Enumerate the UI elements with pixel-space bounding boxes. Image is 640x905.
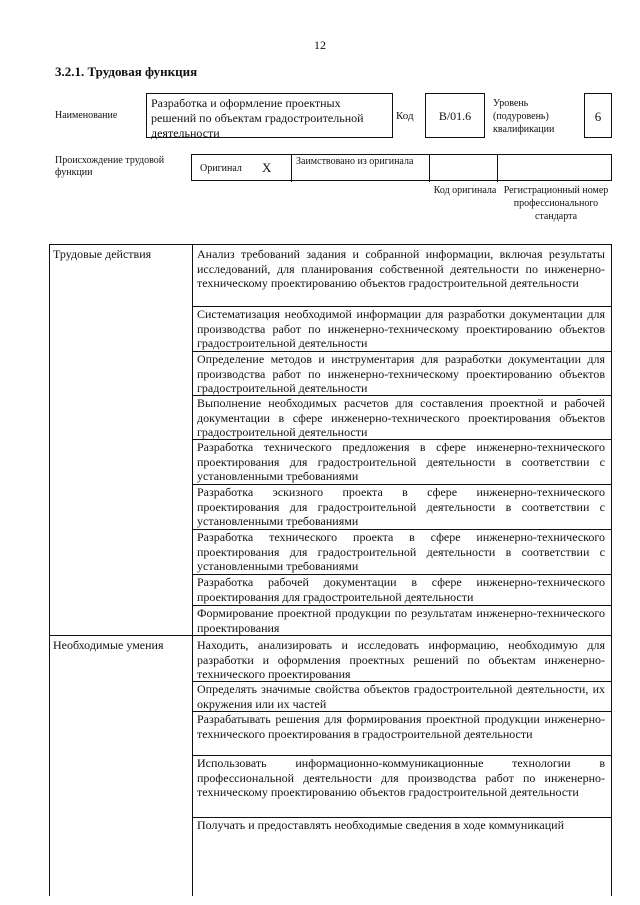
origin-reg-caption: Регистрационный номер профессионального стандарта — [503, 185, 609, 222]
skill-item: Использовать информационно-коммуникационные технологии в профессиональной деятельности для производства работ по инженерно-техническому проектированию объектов градостроительной деятельности — [197, 756, 605, 800]
origin-table — [191, 154, 612, 181]
labor-action-item: Формирование проектной продукции по результатам инженерно-технического проектирования — [197, 606, 605, 635]
labor-action-item: Определение методов и инструментария для разработки документации для производства работ по инженерно-техническому проектированию объектов градостроительной деятельности — [197, 352, 605, 396]
section-title: 3.2.1. Трудовая функция — [55, 64, 198, 79]
skill-item: Получать и предоставлять необходимые сведения в ходе коммуникаций — [197, 818, 565, 832]
origin-code-cell — [430, 155, 498, 182]
origin-reg-cell — [498, 155, 613, 182]
borrowed-label: Заимствовано из оригинала — [292, 155, 430, 182]
labor-action-item: Разработка эскизного проекта в сфере инженерно-технического проектирования для градостроительной деятельности в соответствии с установленными требованиями — [197, 485, 605, 529]
labor-actions-label: Трудовые действия — [53, 247, 152, 261]
function-code: В/01.6 — [425, 93, 485, 138]
origin-label: Происхождение трудовой функции — [55, 155, 165, 178]
skill-item: Разрабатывать решения для формирования проектной продукции инженерно-технического проектирования в градостроительной деятельности — [197, 712, 605, 741]
labor-action-item: Анализ требований задания и собранной информации, включая результаты исследований, для планирования собственной деятельности по инженерно-техническому проектированию объектов градостроительной деятельности — [197, 247, 605, 291]
main-table — [49, 244, 612, 896]
skill-item: Определять значимые свойства объектов градостроительной деятельности, их окружения или их частей — [197, 682, 605, 711]
origin-original-cell — [192, 155, 292, 182]
labor-action-item: Систематизация необходимой информации для разработки документации для производства работ по инженерно-техническому проектированию объектов градостроительной деятельности — [197, 307, 605, 351]
page-number: 12 — [314, 38, 326, 52]
original-label: Оригинал — [200, 163, 242, 174]
original-mark: X — [262, 160, 272, 175]
origin-code-caption: Код оригинала — [433, 185, 497, 196]
code-label: Код — [396, 110, 414, 122]
labor-action-item: Разработка рабочей документации в сфере инженерно-технического проектирования для градостроительной деятельности — [197, 575, 605, 604]
function-name: Разработка и оформление проектных решений по объектам градостроительной деятельности — [146, 93, 393, 138]
name-label: Наименование — [55, 110, 118, 121]
skills-label: Необходимые умения — [53, 638, 164, 652]
qualification-level: 6 — [584, 93, 612, 138]
labor-action-item: Разработка технического предложения в сфере инженерно-технического проектирования для градостроительной деятельности в соответствии с установленными требованиями — [197, 440, 605, 484]
labor-action-item: Выполнение необходимых расчетов для составления проектной и рабочей документации в сфере инженерно-технического проектирования объектов градостроительной деятельности — [197, 396, 605, 440]
level-label: Уровень (подуровень) квалификации — [493, 98, 555, 135]
skill-item: Находить, анализировать и исследовать информацию, необходимую для разработки и оформления проектных решений по объектам инженерно-технического проектирования — [197, 638, 605, 682]
labor-action-item: Разработка технического проекта в сфере инженерно-технического проектирования для градостроительной деятельности в соответствии с установленными требованиями — [197, 530, 605, 574]
